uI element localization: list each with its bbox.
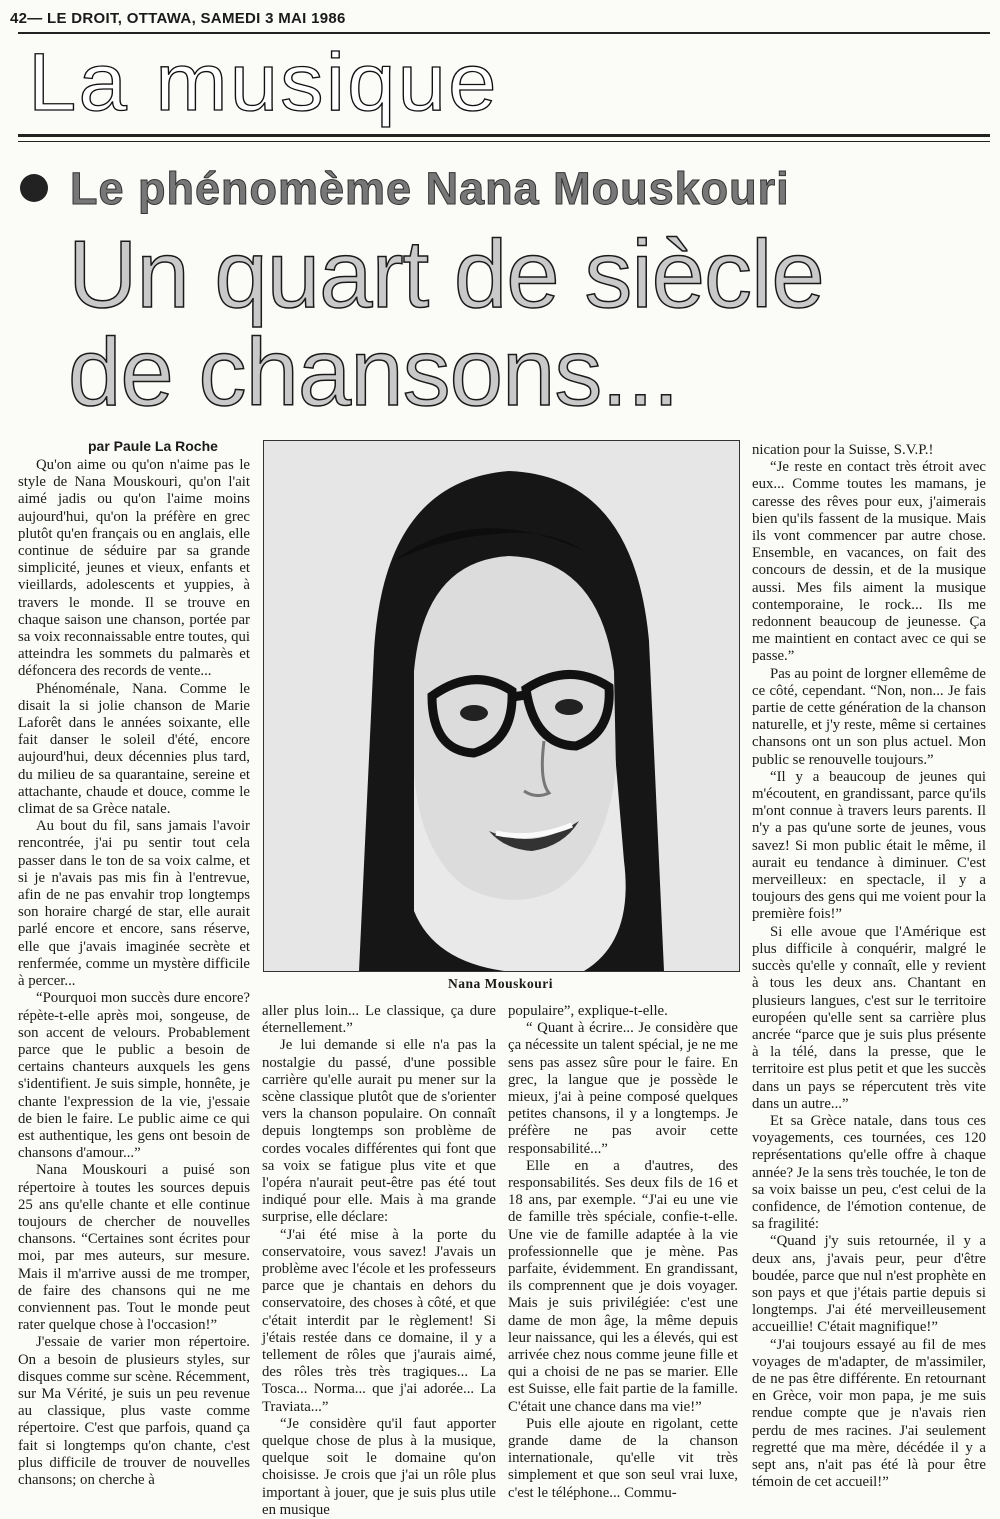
paragraph: Je lui demande si elle n'a pas la nostalgie du passé, d'une possible carrière qu'elle aurait pu mener sur la scène classique plutôt que de s'orienter vers la chanson populaire. On connaît depuis longtemps son problème de cordes vocales différentes qui font que sa voix se fatigue plus vite et que l'opéra n'aurait peut-être pas été tout indiqué pour elle. Mais à ma grande surprise, elle déclare: [262,1037,496,1226]
section-title: La musique [28,37,499,128]
paragraph: populaire”, explique-t-elle. [508,1003,668,1019]
paragraph: “ Quant à écrire... Je considère que ça nécessite un talent spécial, je ne me sens pas assez sûre pour le faire. En grec, la langue que je possède le mieux, j'ai à peine composé quelques petites chansons, il y a longtemps. Je préfère ne pas avoir cette responsabilité...” [508,1020,738,1157]
paragraph: Phénoménale, Nana. Comme le disait la si jolie chanson de Marie Laforêt dans le années soixante, elle fait danser le soleil d'été, encore aujourd'hui, deux décennies plus tard, du milieu de sa quarantaine, sereine et attachante, chaude et douce, comme le climat de sa Grèce natale. [18,680,250,818]
paragraph: “Je considère qu'il faut apporter quelque chose de plus à la musique, quelque soit le domaine qu'on choisisse. Je crois que j'ai un rôle plus important à jouer, que je suis plus utile en musique [262,1415,496,1518]
paragraph: “J'ai été mise à la porte du conservatoire, vous savez! J'avais un problème avec l'école et les professeurs parce que je chantais en dehors du conservatoire, des choses à côté, et que c'était interdit par le règlement! Si j'étais restée dans ce domaine, il y a tellement de rôles que j'aurais aimé, des rôles très très tragiques... La Tosca... Norma... que j'ai adorée... La Traviata...” [262,1226,496,1415]
paragraph: “J'ai toujours essayé au fil de mes voyages de m'adapter, de m'assimiler, de ne pas être différente. En retournant en Grèce, voir mon papa, je me suis rendue compte que je n'avais rien perdu de mes racines. J'ai seulement regretté que ma mère, décédée il y a sept ans, n'ait pas été là pour être témoin de cet accueil!” [752,1336,986,1491]
paragraph: Au bout du fil, sans jamais l'avoir rencontrée, j'ai pu sentir tout cela passer dans le ton de sa voix calme, et si je n'avais pas mis fin à l'entrevue, afin de ne pas envahir trop longtemps son horaire chargé de star, elle aurait parlé encore et encore, sans réserve, elle que j'avais imaginée secrète et renfermée, comme un mystère difficile à percer... [18,818,250,990]
paragraph: Nana Mouskouri a puisé son répertoire à toutes les sources depuis 25 ans qu'elle chante et elle continue toujours de chercher de nouvelles chansons. “Certaines sont écrites pour moi, par mes auteurs, sur mesure. Mais il m'arrive aussi de me tromper, de faire des chansons qui ne me conviennent pas. Tout le monde peut rater quelque chose à l'occasion!” [18,1162,250,1334]
kicker-text: Le phénomème Nana Mouskouri [70,163,790,214]
paragraph: Elle en a d'autres, des responsabilités. Ses deux fils de 16 et 18 ans, par exemple. “J'ai eu une vie de famille très spéciale, confie-t-elle. Une vie de famille adaptée à la vie professionnelle que je mène. Pas parfaite, évidemment. En grandissant, ils comprennent que je dois voyager. Mais je suis privilégiée: c'est une dame de mon âge, la même depuis leur naissance, qui les a élevés, qui est arrivée chez nous comme jeune fille et qui a choisi de ne pas se marier. Elle est Suisse, elle fait partie de la famille. C'était une chance dans ma vie!” [508,1157,738,1415]
article-column-2 [262,1003,496,1519]
portrait-illustration [264,441,739,971]
paragraph: J'essaie de varier mon répertoire. On a besoin de plusieurs styles, sur disques comme sur scène. Récemment, sur Ma Vérité, je suis un peu revenue au classique, plus vaste comme répertoire. C'est que parfois, quand ça fait si longtemps qu'on chante, c'est plus difficile de trouver de nouvelles chansons; on cherche à [18,1334,250,1488]
paragraph: nication pour la Suisse, S.V.P.! [752,442,934,458]
paragraph: “Pourquoi mon succès dure encore? répète-t-elle après moi, songeuse, de son accent de velours. Probablement parce que le public a besoin de certains chanteurs auxquels les gens s'identifient. Je suis simple, honnête, je chante l'expression de la vie, j'essaie de bien le faire. Le public aime ce qui est authentique, les gens ont besoin de chansons d'amour...” [18,990,250,1162]
article-headline [68,221,824,426]
paragraph: “Je reste en contact très étroit avec eux... Comme toutes les mamans, je caresse des rêves pour eux, j'aimerais bien qu'ils fassent de la musique. Mais ils vont commencer par autre chose. Ensemble, en vacances, on fait des concours de dessin, et de la musique aussi. Mes fils aiment la musique contemporaine, le rock... Ils me redonnent beaucoup de jeunesse. Ça me maintient en contact avec ce qui se passe.” [752,459,986,665]
paragraph: Qu'on aime ou qu'on n'aime pas le style de Nana Mouskouri, qu'on l'ait aimé jadis ou qu'on l'aime moins aujourd'hui, qu'on la préfère en grec plutôt qu'en français ou en anglais, elle continue de séduire par sa grande simplicité, jeunes et vieux, enfants et vieillards, adolescents et yuppies, à travers le monde. Il se trouve en chaque saison une chanson, portée par sa voix reconnaissable entre toutes, qui atteindra les sommets du palmarès et défoncera des records de vente... [18,457,250,680]
article-column-3 [508,1003,738,1502]
bullet-icon [20,174,48,202]
top-rule [18,32,990,34]
article-column-4 [752,442,986,1491]
section-rule [18,134,990,137]
paragraph: Puis elle ajoute en rigolant, cette grande dame de la chanson internationale, qu'elle vit très simplement et que son seul vrai luxe, c'est le téléphone... Commu- [508,1415,738,1501]
paragraph: “Il y a beaucoup de jeunes qui m'écoutent, en grandissant, parce qu'ils m'ont connue à travers leurs parents. Il n'y a pas qu'une sorte de jeunes, vous savez! Si mon public était le même, il aurait eu tendance à diminuer. C'est merveilleux: en spectacle, il y a toujours des gens qui me voient pour la première fois!” [752,768,986,923]
paragraph: “Quand j'y suis retournée, il y a deux ans, j'avais peur, peur d'être boudée, parce que nul n'est prophète en son pays et que j'étais partie depuis si longtemps. J'ai été merveilleusement accueillie! C'était magnifique!” [752,1233,986,1336]
section-rule-thin [18,141,990,142]
headline-line-2: de chansons... [68,319,679,426]
byline: par Paule La Roche [88,438,218,454]
paragraph: Si elle avoue que l'Amérique est plus difficile à conquérir, malgré le succès qu'elle y connaît, elle y revient à tous les deux ans. Chantant en plusieurs langues, c'est sur le territoire européen qu'elle sent sa carrière plus ancrée “parce que je suis plus présente à la télé, dans la presse, que le territoire est plus petit et que les succès dans un pays se répercutent très vite dans un autre...” [752,923,986,1112]
paragraph: aller plus loin... Le classique, ça dure éternellement.” [262,1003,496,1037]
portrait-photo [263,440,740,972]
paragraph: Pas au point de lorgner ellemême de ce côté, cependant. “Non, non... Je fais partie de cette génération de la chanson naturelle, et j'y reste, même si certaines chansons ont un son plus actuel. Mon public se renouvelle toujours.” [752,665,986,768]
paragraph: Et sa Grèce natale, dans tous ces voyagements, ces tournées, ces 120 représentations qu'elle offre à chaque année? Je la sens très touchée, le ton de sa voix baisse un peu, c'est celui de la confidence, de l'émotion contenue, de sa fragilité: [752,1112,986,1233]
headline-line-1: Un quart de siècle [68,221,824,328]
article-kicker [20,163,790,215]
article-column-1 [18,457,250,1489]
page-folio: 42— LE DROIT, OTTAWA, SAMEDI 3 MAI 1986 [10,10,346,27]
photo-caption: Nana Mouskouri [448,976,553,991]
